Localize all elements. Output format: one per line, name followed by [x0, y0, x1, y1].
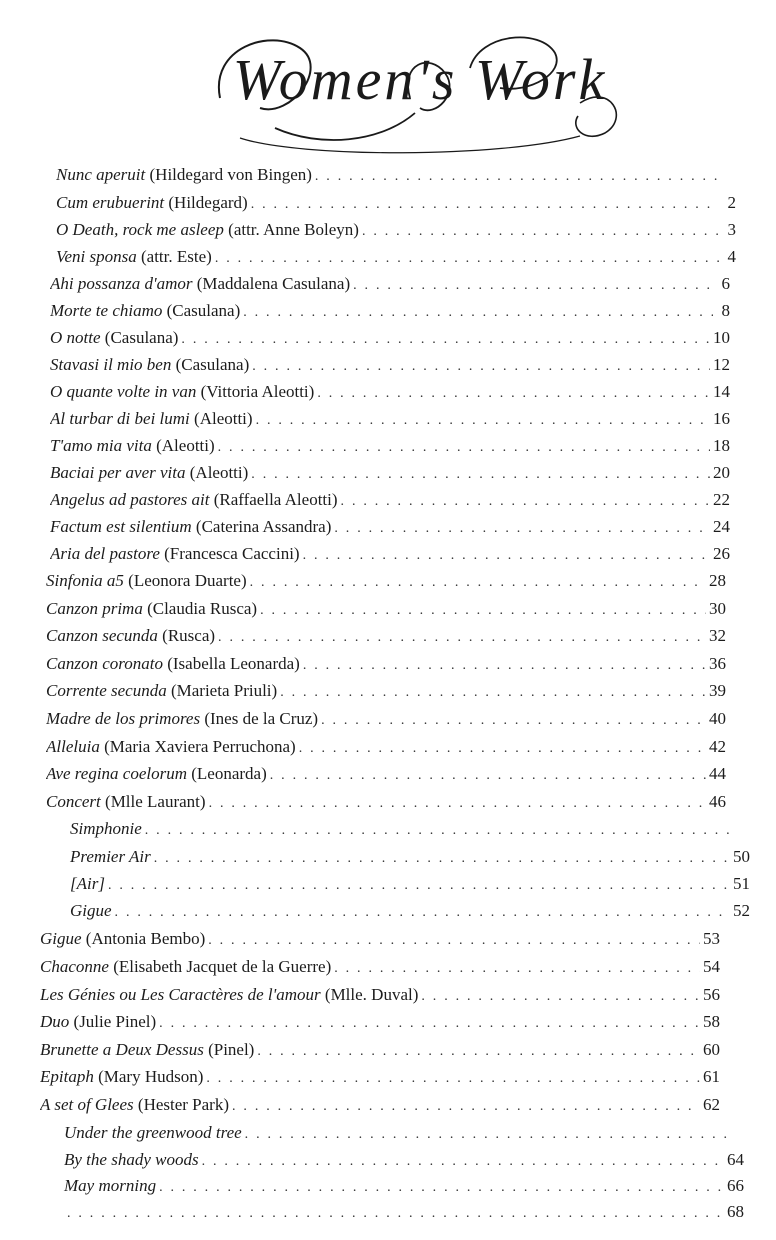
toc-entry: Gigue (Antonia Bembo) . . . 53 [40, 926, 720, 952]
toc-subentry: Simphonie . . . [46, 816, 750, 842]
toc-entry: O quante volte in van (Vittoria Aleotti) . . . 14 [50, 379, 730, 405]
toc-subentry: May morning . . . 66 [40, 1173, 744, 1199]
toc-entry: Baciai per aver vita (Aleotti) . . . 20 [50, 460, 730, 486]
toc-subentry: Under the greenwood tree . . . [40, 1120, 744, 1146]
toc-subentry: Gigue . . . 52 [46, 898, 750, 924]
toc-entry: Morte te chiamo (Casulana) . . . 8 [50, 298, 730, 324]
toc-entry: Veni sponsa (attr. Este) . . . 4 [56, 244, 736, 270]
toc-subentry: . . . 68 [40, 1199, 744, 1225]
toc-entry: Les Génies ou Les Caractères de l'amour (Mlle. Duval) . . . 56 [40, 982, 720, 1008]
toc-entry: Duo (Julie Pinel) . . . 58 [40, 1009, 720, 1035]
toc-entry: Sinfonia a5 (Leonora Duarte) . . . 28 [46, 568, 726, 594]
toc-entry: Canzon prima (Claudia Rusca) . . . 30 [46, 596, 726, 622]
toc-entry: Epitaph (Mary Hudson) . . . 61 [40, 1064, 720, 1090]
toc-entry: Nunc aperuit (Hildegard von Bingen) . . . [56, 162, 736, 188]
toc-entry: Concert (Mlle Laurant) . . . 46 [46, 789, 726, 815]
toc-entry: Angelus ad pastores ait (Raffaella Aleotti) . . . 22 [50, 487, 730, 513]
toc-entry: Factum est silentium (Caterina Assandra) . . . 24 [50, 514, 730, 540]
toc-entry: Ahi possanza d'amor (Maddalena Casulana) . . . 6 [50, 271, 730, 297]
toc-entry: Brunette a Deux Dessus (Pinel) . . . 60 [40, 1037, 720, 1063]
title-text: Women's Work [232, 47, 608, 112]
toc-entry: Corrente secunda (Marieta Priuli) . . . 39 [46, 678, 726, 704]
toc-entry: Canzon coronato (Isabella Leonarda) . . . 36 [46, 651, 726, 677]
toc-entry: Cum erubuerint (Hildegard) . . . 2 [56, 190, 736, 216]
toc-entry: O Death, rock me asleep (attr. Anne Boleyn) . . . 3 [56, 217, 736, 243]
toc-entry: A set of Glees (Hester Park) . . . 62 [40, 1092, 720, 1118]
toc-entry: Aria del pastore (Francesca Caccini) . . . 26 [50, 541, 730, 567]
toc-entry: Stavasi il mio ben (Casulana) . . . 12 [50, 352, 730, 378]
toc-entry: O notte (Casulana) . . . 10 [50, 325, 730, 351]
toc-entry: Canzon secunda (Rusca) . . . 32 [46, 623, 726, 649]
toc-entry: Chaconne (Elisabeth Jacquet de la Guerre) . . . 54 [40, 954, 720, 980]
toc-subentry: By the shady woods . . . 64 [40, 1147, 744, 1173]
toc-entry: T'amo mia vita (Aleotti) . . . 18 [50, 433, 730, 459]
toc-subentry: [Air] . . . 51 [46, 871, 750, 897]
toc-entry: Al turbar di bei lumi (Aleotti) . . . 16 [50, 406, 730, 432]
toc-subentry: Premier Air . . . 50 [46, 844, 750, 870]
toc-entry: Ave regina coelorum (Leonarda) . . . 44 [46, 761, 726, 787]
toc-entry: Alleluia (Maria Xaviera Perruchona) . . . 42 [46, 734, 726, 760]
toc-entry: Madre de los primores (Ines de la Cruz) . . . 40 [46, 706, 726, 732]
